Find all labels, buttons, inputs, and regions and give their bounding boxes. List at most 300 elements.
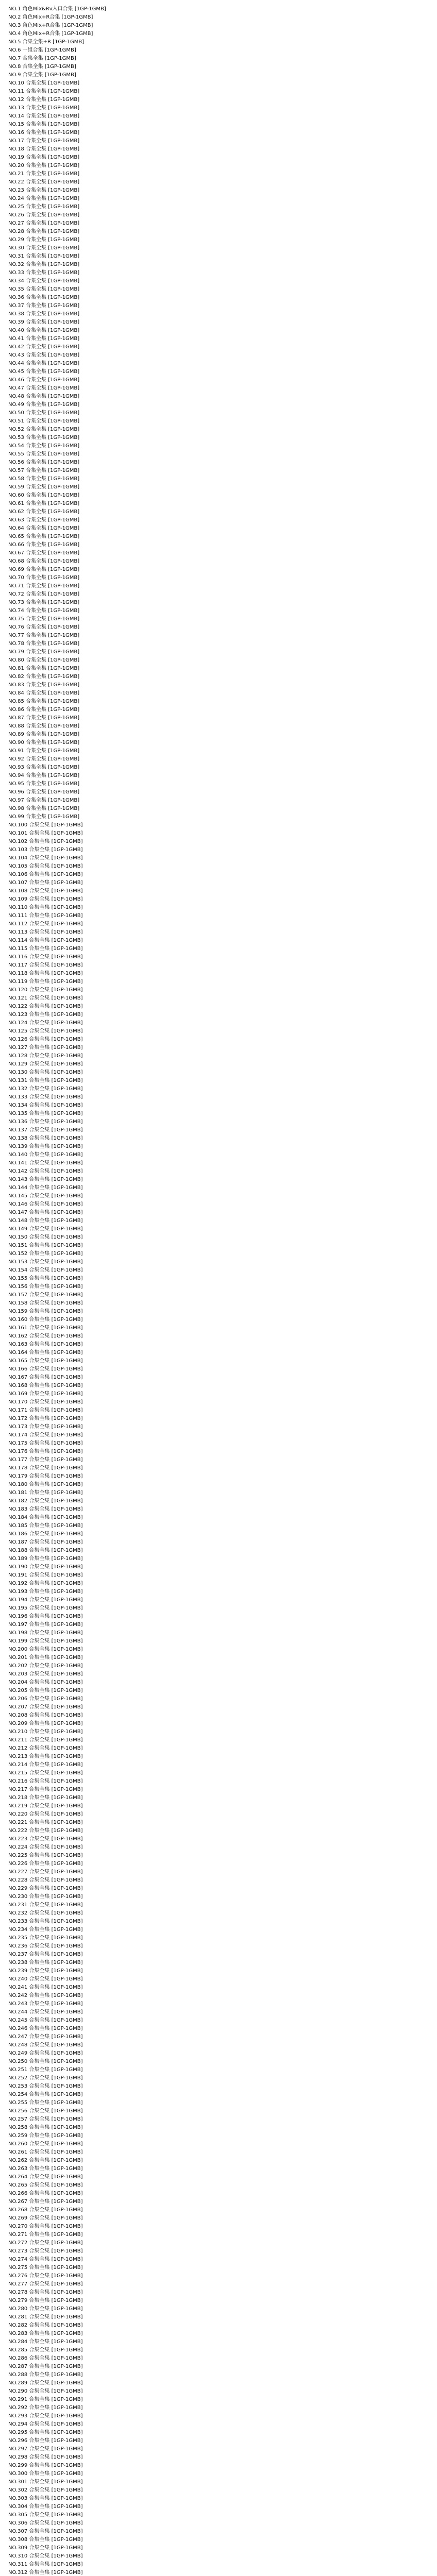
list-item: NO.115 合集全集 [1GP-1GMB] xyxy=(8,946,83,952)
list-item: NO.200 合集全集 [1GP-1GMB] xyxy=(8,1647,83,1652)
list-item: NO.104 合集全集 [1GP-1GMB] xyxy=(8,855,83,861)
list-item: NO.28 合集全集 [1GP-1GMB] xyxy=(8,229,80,234)
list-item: NO.208 合集全集 [1GP-1GMB] xyxy=(8,1713,83,1718)
list-item: NO.137 合集全集 [1GP-1GMB] xyxy=(8,1127,83,1133)
list-item: NO.95 合集全集 [1GP-1GMB] xyxy=(8,781,80,787)
list-item: NO.118 合集全集 [1GP-1GMB] xyxy=(8,971,83,976)
list-item: NO.71 合集全集 [1GP-1GMB] xyxy=(8,583,80,589)
list-item: NO.3 角色Mix+R合集 [1GP-1GMB] xyxy=(8,23,93,28)
list-item: NO.73 合集全集 [1GP-1GMB] xyxy=(8,600,80,605)
list-item: NO.160 合集全集 [1GP-1GMB] xyxy=(8,1317,83,1323)
list-item: NO.179 合集全集 [1GP-1GMB] xyxy=(8,1473,83,1479)
list-item: NO.233 合集全集 [1GP-1GMB] xyxy=(8,1919,83,1924)
list-item: NO.55 合集全集 [1GP-1GMB] xyxy=(8,451,80,457)
list-item: NO.177 合集全集 [1GP-1GMB] xyxy=(8,1457,83,1463)
list-item: NO.113 合集全集 [1GP-1GMB] xyxy=(8,929,83,935)
list-item: NO.181 合集全集 [1GP-1GMB] xyxy=(8,1490,83,1496)
list-item: NO.34 合集全集 [1GP-1GMB] xyxy=(8,278,80,284)
list-item: NO.253 合集全集 [1GP-1GMB] xyxy=(8,2083,83,2089)
list-item: NO.244 合集全集 [1GP-1GMB] xyxy=(8,2009,83,2015)
list-item: NO.267 合集全集 [1GP-1GMB] xyxy=(8,2199,83,2205)
list-item: NO.33 合集全集 [1GP-1GMB] xyxy=(8,270,80,276)
list-item: NO.74 合集全集 [1GP-1GMB] xyxy=(8,608,80,614)
list-item: NO.152 合集全集 [1GP-1GMB] xyxy=(8,1251,83,1257)
list-item: NO.154 合集全集 [1GP-1GMB] xyxy=(8,1267,83,1273)
list-item: NO.284 合集全集 [1GP-1GMB] xyxy=(8,2339,83,2345)
list-item: NO.257 合集全集 [1GP-1GMB] xyxy=(8,2116,83,2122)
list-item: NO.142 合集全集 [1GP-1GMB] xyxy=(8,1168,83,1174)
list-item: NO.136 合集全集 [1GP-1GMB] xyxy=(8,1119,83,1125)
list-item: NO.21 合集全集 [1GP-1GMB] xyxy=(8,171,80,177)
list-item: NO.13 合集全集 [1GP-1GMB] xyxy=(8,105,80,111)
list-item: NO.310 合集全集 [1GP-1GMB] xyxy=(8,2553,83,2559)
list-item: NO.222 合集全集 [1GP-1GMB] xyxy=(8,1828,83,1834)
list-item: NO.25 合集全集 [1GP-1GMB] xyxy=(8,204,80,210)
list-item: NO.252 合集全集 [1GP-1GMB] xyxy=(8,2075,83,2081)
list-item: NO.180 合集全集 [1GP-1GMB] xyxy=(8,1482,83,1487)
list-item: NO.203 合集全集 [1GP-1GMB] xyxy=(8,1671,83,1677)
list-item: NO.126 合集全集 [1GP-1GMB] xyxy=(8,1037,83,1042)
list-item: NO.183 合集全集 [1GP-1GMB] xyxy=(8,1506,83,1512)
list-item: NO.120 合集全集 [1GP-1GMB] xyxy=(8,987,83,993)
list-item: NO.60 合集全集 [1GP-1GMB] xyxy=(8,493,80,498)
list-item: NO.202 合集全集 [1GP-1GMB] xyxy=(8,1663,83,1669)
list-item: NO.139 合集全集 [1GP-1GMB] xyxy=(8,1144,83,1149)
list-item: NO.109 合集全集 [1GP-1GMB] xyxy=(8,896,83,902)
list-item: NO.215 合集全集 [1GP-1GMB] xyxy=(8,1770,83,1776)
list-item: NO.62 合集全集 [1GP-1GMB] xyxy=(8,509,80,515)
list-item: NO.72 合集全集 [1GP-1GMB] xyxy=(8,591,80,597)
list-item: NO.209 合集全集 [1GP-1GMB] xyxy=(8,1721,83,1726)
list-item: NO.302 合集全集 [1GP-1GMB] xyxy=(8,2487,83,2493)
list-item: NO.276 合集全集 [1GP-1GMB] xyxy=(8,2273,83,2279)
list-item: NO.279 合集全集 [1GP-1GMB] xyxy=(8,2298,83,2303)
list-item: NO.155 合集全集 [1GP-1GMB] xyxy=(8,1276,83,1281)
list-item: NO.134 合集全集 [1GP-1GMB] xyxy=(8,1103,83,1108)
list-item: NO.166 合集全集 [1GP-1GMB] xyxy=(8,1366,83,1372)
list-item: NO.260 合集全集 [1GP-1GMB] xyxy=(8,2141,83,2147)
list-item: NO.299 合集全集 [1GP-1GMB] xyxy=(8,2463,83,2468)
list-item: NO.311 合集全集 [1GP-1GMB] xyxy=(8,2562,83,2567)
list-item: NO.51 合集全集 [1GP-1GMB] xyxy=(8,418,80,424)
list-item: NO.50 合集全集 [1GP-1GMB] xyxy=(8,410,80,416)
list-item: NO.82 合集全集 [1GP-1GMB] xyxy=(8,674,80,680)
list-item: NO.193 合集全集 [1GP-1GMB] xyxy=(8,1589,83,1595)
list-item: NO.231 合集全集 [1GP-1GMB] xyxy=(8,1902,83,1908)
list-item: NO.117 合集全集 [1GP-1GMB] xyxy=(8,962,83,968)
list-item: NO.58 合集全集 [1GP-1GMB] xyxy=(8,476,80,482)
list-item: NO.251 合集全集 [1GP-1GMB] xyxy=(8,2067,83,2073)
list-item: NO.256 合集全集 [1GP-1GMB] xyxy=(8,2108,83,2114)
list-item: NO.147 合集全集 [1GP-1GMB] xyxy=(8,1210,83,1215)
list-item: NO.61 合集全集 [1GP-1GMB] xyxy=(8,501,80,506)
list-item: NO.59 合集全集 [1GP-1GMB] xyxy=(8,484,80,490)
list-item: NO.201 合集全集 [1GP-1GMB] xyxy=(8,1655,83,1660)
list-item: NO.121 合集全集 [1GP-1GMB] xyxy=(8,995,83,1001)
list-item: NO.43 合集全集 [1GP-1GMB] xyxy=(8,352,80,358)
list-item: NO.87 合集全集 [1GP-1GMB] xyxy=(8,715,80,721)
list-item: NO.67 合集全集 [1GP-1GMB] xyxy=(8,550,80,556)
list-item: NO.65 合集全集 [1GP-1GMB] xyxy=(8,534,80,539)
list-item: NO.288 合集全集 [1GP-1GMB] xyxy=(8,2372,83,2378)
list-item: NO.15 合集全集 [1GP-1GMB] xyxy=(8,122,80,127)
list-item: NO.178 合集全集 [1GP-1GMB] xyxy=(8,1465,83,1471)
list-item: NO.26 合集全集 [1GP-1GMB] xyxy=(8,212,80,218)
list-item: NO.241 合集全集 [1GP-1GMB] xyxy=(8,1985,83,1990)
list-item: NO.132 合集全集 [1GP-1GMB] xyxy=(8,1086,83,1092)
list-item: NO.99 合集全集 [1GP-1GMB] xyxy=(8,814,80,820)
list-item: NO.39 合集全集 [1GP-1GMB] xyxy=(8,319,80,325)
list-item: NO.192 合集全集 [1GP-1GMB] xyxy=(8,1581,83,1586)
list-item: NO.285 合集全集 [1GP-1GMB] xyxy=(8,2347,83,2353)
list-item: NO.188 合集全集 [1GP-1GMB] xyxy=(8,1548,83,1553)
list-item: NO.259 合集全集 [1GP-1GMB] xyxy=(8,2133,83,2139)
list-item: NO.42 合集全集 [1GP-1GMB] xyxy=(8,344,80,350)
list-item: NO.151 合集全集 [1GP-1GMB] xyxy=(8,1243,83,1248)
list-item: NO.275 合集全集 [1GP-1GMB] xyxy=(8,2265,83,2270)
list-item: NO.255 合集全集 [1GP-1GMB] xyxy=(8,2100,83,2106)
list-item: NO.68 合集全集 [1GP-1GMB] xyxy=(8,558,80,564)
list-item: NO.237 合集全集 [1GP-1GMB] xyxy=(8,1952,83,1957)
list-item: NO.175 合集全集 [1GP-1GMB] xyxy=(8,1440,83,1446)
list-item: NO.45 合集全集 [1GP-1GMB] xyxy=(8,369,80,375)
list-item: NO.273 合集全集 [1GP-1GMB] xyxy=(8,2248,83,2254)
list-item: NO.263 合集全集 [1GP-1GMB] xyxy=(8,2166,83,2172)
list-item: NO.212 合集全集 [1GP-1GMB] xyxy=(8,1745,83,1751)
list-item: NO.106 合集全集 [1GP-1GMB] xyxy=(8,872,83,877)
list-item: NO.232 合集全集 [1GP-1GMB] xyxy=(8,1910,83,1916)
list-item: NO.236 合集全集 [1GP-1GMB] xyxy=(8,1943,83,1949)
list-item: NO.292 合集全集 [1GP-1GMB] xyxy=(8,2405,83,2411)
list-item: NO.84 合集全集 [1GP-1GMB] xyxy=(8,690,80,696)
list-item: NO.124 合集全集 [1GP-1GMB] xyxy=(8,1020,83,1026)
list-item: NO.294 合集全集 [1GP-1GMB] xyxy=(8,2421,83,2427)
list-item: NO.144 合集全集 [1GP-1GMB] xyxy=(8,1185,83,1191)
list-item: NO.123 合集全集 [1GP-1GMB] xyxy=(8,1012,83,1018)
list-item: NO.66 合集全集 [1GP-1GMB] xyxy=(8,542,80,548)
list-item: NO.167 合集全集 [1GP-1GMB] xyxy=(8,1375,83,1380)
list-item: NO.119 合集全集 [1GP-1GMB] xyxy=(8,979,83,985)
list-item: NO.227 合集全集 [1GP-1GMB] xyxy=(8,1869,83,1875)
list-item: NO.38 合集全集 [1GP-1GMB] xyxy=(8,311,80,317)
list-item: NO.268 合集全集 [1GP-1GMB] xyxy=(8,2207,83,2213)
list-item: NO.217 合集全集 [1GP-1GMB] xyxy=(8,1787,83,1792)
list-item: NO.32 合集全集 [1GP-1GMB] xyxy=(8,262,80,267)
list-item: NO.207 合集全集 [1GP-1GMB] xyxy=(8,1704,83,1710)
list-item: NO.206 合集全集 [1GP-1GMB] xyxy=(8,1696,83,1702)
list-item: NO.8 合集全集 [1GP-1GMB] xyxy=(8,64,76,70)
list-item: NO.220 合集全集 [1GP-1GMB] xyxy=(8,1811,83,1817)
list-item: NO.22 合集全集 [1GP-1GMB] xyxy=(8,179,80,185)
list-item: NO.23 合集全集 [1GP-1GMB] xyxy=(8,188,80,193)
list-item: NO.138 合集全集 [1GP-1GMB] xyxy=(8,1136,83,1141)
list-item: NO.247 合集全集 [1GP-1GMB] xyxy=(8,2034,83,2040)
list-item: NO.307 合集全集 [1GP-1GMB] xyxy=(8,2529,83,2534)
list-item: NO.91 合集全集 [1GP-1GMB] xyxy=(8,748,80,754)
list-item: NO.70 合集全集 [1GP-1GMB] xyxy=(8,575,80,581)
list-item: NO.53 合集全集 [1GP-1GMB] xyxy=(8,435,80,440)
list-item: NO.170 合集全集 [1GP-1GMB] xyxy=(8,1399,83,1405)
list-item: NO.158 合集全集 [1GP-1GMB] xyxy=(8,1300,83,1306)
list-item: NO.36 合集全集 [1GP-1GMB] xyxy=(8,295,80,300)
list-item: NO.309 合集全集 [1GP-1GMB] xyxy=(8,2545,83,2551)
list-item: NO.114 合集全集 [1GP-1GMB] xyxy=(8,938,83,943)
list-item: NO.214 合集全集 [1GP-1GMB] xyxy=(8,1762,83,1768)
list-item: NO.198 合集全集 [1GP-1GMB] xyxy=(8,1630,83,1636)
list-item: NO.140 合集全集 [1GP-1GMB] xyxy=(8,1152,83,1158)
list-item: NO.187 合集全集 [1GP-1GMB] xyxy=(8,1539,83,1545)
list-item: NO.168 合集全集 [1GP-1GMB] xyxy=(8,1383,83,1388)
list-item: NO.211 合集全集 [1GP-1GMB] xyxy=(8,1737,83,1743)
list-item: NO.221 合集全集 [1GP-1GMB] xyxy=(8,1820,83,1825)
list-item: NO.116 合集全集 [1GP-1GMB] xyxy=(8,954,83,960)
list-item: NO.191 合集全集 [1GP-1GMB] xyxy=(8,1572,83,1578)
list-item: NO.97 合集全集 [1GP-1GMB] xyxy=(8,798,80,803)
list-item: NO.17 合集全集 [1GP-1GMB] xyxy=(8,138,80,144)
list-item: NO.185 合集全集 [1GP-1GMB] xyxy=(8,1523,83,1529)
list-item: NO.239 合集全集 [1GP-1GMB] xyxy=(8,1968,83,1974)
list-item: NO.270 合集全集 [1GP-1GMB] xyxy=(8,2224,83,2229)
list-item: NO.243 合集全集 [1GP-1GMB] xyxy=(8,2001,83,2007)
list-item: NO.224 合集全集 [1GP-1GMB] xyxy=(8,1844,83,1850)
list-item: NO.77 合集全集 [1GP-1GMB] xyxy=(8,633,80,638)
list-item: NO.14 合集全集 [1GP-1GMB] xyxy=(8,113,80,119)
list-item: NO.293 合集全集 [1GP-1GMB] xyxy=(8,2413,83,2419)
list-item: NO.11 合集全集 [1GP-1GMB] xyxy=(8,89,80,94)
list-item: NO.218 合集全集 [1GP-1GMB] xyxy=(8,1795,83,1801)
list-item: NO.172 合集全集 [1GP-1GMB] xyxy=(8,1416,83,1421)
list-item: NO.162 合集全集 [1GP-1GMB] xyxy=(8,1333,83,1339)
list-item: NO.235 合集全集 [1GP-1GMB] xyxy=(8,1935,83,1941)
list-item: NO.75 合集全集 [1GP-1GMB] xyxy=(8,616,80,622)
list-item: NO.88 合集全集 [1GP-1GMB] xyxy=(8,723,80,729)
list-item: NO.199 合集全集 [1GP-1GMB] xyxy=(8,1638,83,1644)
list-item: NO.213 合集全集 [1GP-1GMB] xyxy=(8,1754,83,1759)
list-item: NO.57 合集全集 [1GP-1GMB] xyxy=(8,468,80,473)
list-item: NO.165 合集全集 [1GP-1GMB] xyxy=(8,1358,83,1364)
list-item: NO.63 合集全集 [1GP-1GMB] xyxy=(8,517,80,523)
list-item: NO.163 合集全集 [1GP-1GMB] xyxy=(8,1342,83,1347)
list-item: NO.80 合集全集 [1GP-1GMB] xyxy=(8,657,80,663)
list-item: NO.52 合集全集 [1GP-1GMB] xyxy=(8,427,80,432)
list-item: NO.277 合集全集 [1GP-1GMB] xyxy=(8,2281,83,2287)
list-item: NO.250 合集全集 [1GP-1GMB] xyxy=(8,2059,83,2064)
list-item: NO.29 合集全集 [1GP-1GMB] xyxy=(8,237,80,243)
list-item: NO.24 合集全集 [1GP-1GMB] xyxy=(8,196,80,201)
list-item: NO.145 合集全集 [1GP-1GMB] xyxy=(8,1193,83,1199)
list-item: NO.287 合集全集 [1GP-1GMB] xyxy=(8,2364,83,2369)
list-item: NO.148 合集全集 [1GP-1GMB] xyxy=(8,1218,83,1224)
list-item: NO.161 合集全集 [1GP-1GMB] xyxy=(8,1325,83,1331)
list-item: NO.286 合集全集 [1GP-1GMB] xyxy=(8,2355,83,2361)
list-item: NO.1 角色Mix&Rv入口合集 [1GP-1GMB] xyxy=(8,6,106,12)
list-item: NO.9 合集全集 [1GP-1GMB] xyxy=(8,72,76,78)
list-item: NO.31 合集全集 [1GP-1GMB] xyxy=(8,253,80,259)
list-item: NO.48 合集全集 [1GP-1GMB] xyxy=(8,394,80,399)
list-item: NO.16 合集全集 [1GP-1GMB] xyxy=(8,130,80,135)
list-item: NO.230 合集全集 [1GP-1GMB] xyxy=(8,1894,83,1900)
list-item: NO.122 合集全集 [1GP-1GMB] xyxy=(8,1004,83,1009)
list-item: NO.223 合集全集 [1GP-1GMB] xyxy=(8,1836,83,1842)
list-item: NO.274 合集全集 [1GP-1GMB] xyxy=(8,2257,83,2262)
list-item: NO.5 合集全集+R [1GP-1GMB] xyxy=(8,39,85,45)
list-item: NO.69 合集全集 [1GP-1GMB] xyxy=(8,567,80,572)
list-item: NO.266 合集全集 [1GP-1GMB] xyxy=(8,2191,83,2196)
list-item: NO.20 合集全集 [1GP-1GMB] xyxy=(8,163,80,168)
list-item: NO.76 合集全集 [1GP-1GMB] xyxy=(8,624,80,630)
list-item: NO.149 合集全集 [1GP-1GMB] xyxy=(8,1226,83,1232)
list-item: NO.169 合集全集 [1GP-1GMB] xyxy=(8,1391,83,1397)
list-item: NO.96 合集全集 [1GP-1GMB] xyxy=(8,789,80,795)
list-item: NO.295 合集全集 [1GP-1GMB] xyxy=(8,2430,83,2435)
list-item: NO.156 合集全集 [1GP-1GMB] xyxy=(8,1284,83,1290)
list-item: NO.2 角色Mix+R合集 [1GP-1GMB] xyxy=(8,14,93,20)
list-item: NO.249 合集全集 [1GP-1GMB] xyxy=(8,2050,83,2056)
list-item: NO.242 合集全集 [1GP-1GMB] xyxy=(8,1993,83,1998)
list-item: NO.229 合集全集 [1GP-1GMB] xyxy=(8,1886,83,1891)
list-item: NO.240 合集全集 [1GP-1GMB] xyxy=(8,1976,83,1982)
list-item: NO.248 合集全集 [1GP-1GMB] xyxy=(8,2042,83,2048)
list-item: NO.228 合集全集 [1GP-1GMB] xyxy=(8,1877,83,1883)
list-item: NO.173 合集全集 [1GP-1GMB] xyxy=(8,1424,83,1430)
list-item: NO.125 合集全集 [1GP-1GMB] xyxy=(8,1028,83,1034)
list-item: NO.56 合集全集 [1GP-1GMB] xyxy=(8,460,80,465)
list-item: NO.92 合集全集 [1GP-1GMB] xyxy=(8,756,80,762)
list-item: NO.94 合集全集 [1GP-1GMB] xyxy=(8,773,80,778)
list-item: NO.196 合集全集 [1GP-1GMB] xyxy=(8,1614,83,1619)
list-item: NO.86 合集全集 [1GP-1GMB] xyxy=(8,707,80,713)
list-item: NO.303 合集全集 [1GP-1GMB] xyxy=(8,2496,83,2501)
list-item: NO.105 合集全集 [1GP-1GMB] xyxy=(8,863,83,869)
list-item: NO.182 合集全集 [1GP-1GMB] xyxy=(8,1498,83,1504)
list-item: NO.81 合集全集 [1GP-1GMB] xyxy=(8,666,80,671)
list-item: NO.130 合集全集 [1GP-1GMB] xyxy=(8,1070,83,1075)
list-item: NO.150 合集全集 [1GP-1GMB] xyxy=(8,1234,83,1240)
list-item: NO.40 合集全集 [1GP-1GMB] xyxy=(8,328,80,333)
list-item: NO.194 合集全集 [1GP-1GMB] xyxy=(8,1597,83,1603)
list-item: NO.164 合集全集 [1GP-1GMB] xyxy=(8,1350,83,1355)
list-item: NO.30 合集全集 [1GP-1GMB] xyxy=(8,245,80,251)
list-item: NO.112 合集全集 [1GP-1GMB] xyxy=(8,921,83,927)
list-item: NO.272 合集全集 [1GP-1GMB] xyxy=(8,2240,83,2246)
list-item: NO.291 合集全集 [1GP-1GMB] xyxy=(8,2397,83,2402)
list-item: NO.262 合集全集 [1GP-1GMB] xyxy=(8,2158,83,2163)
list-item: NO.101 合集全集 [1GP-1GMB] xyxy=(8,831,83,836)
list-item: NO.133 合集全集 [1GP-1GMB] xyxy=(8,1094,83,1100)
list-item: NO.10 合集全集 [1GP-1GMB] xyxy=(8,80,80,86)
list-item: NO.44 合集全集 [1GP-1GMB] xyxy=(8,361,80,366)
list-item: NO.205 合集全集 [1GP-1GMB] xyxy=(8,1688,83,1693)
list-item: NO.297 合集全集 [1GP-1GMB] xyxy=(8,2446,83,2452)
list-item: NO.195 合集全集 [1GP-1GMB] xyxy=(8,1605,83,1611)
list-item: NO.204 合集全集 [1GP-1GMB] xyxy=(8,1680,83,1685)
list-item: NO.103 合集全集 [1GP-1GMB] xyxy=(8,847,83,853)
list-item: NO.128 合集全集 [1GP-1GMB] xyxy=(8,1053,83,1059)
list-item: NO.238 合集全集 [1GP-1GMB] xyxy=(8,1960,83,1965)
list-item: NO.129 合集全集 [1GP-1GMB] xyxy=(8,1061,83,1067)
list-item: NO.159 合集全集 [1GP-1GMB] xyxy=(8,1309,83,1314)
list-item: NO.19 合集全集 [1GP-1GMB] xyxy=(8,155,80,160)
list-item: NO.143 合集全集 [1GP-1GMB] xyxy=(8,1177,83,1182)
list-item: NO.153 合集全集 [1GP-1GMB] xyxy=(8,1259,83,1265)
list-item: NO.289 合集全集 [1GP-1GMB] xyxy=(8,2380,83,2386)
list-item: NO.282 合集全集 [1GP-1GMB] xyxy=(8,2323,83,2328)
list-item: NO.157 合集全集 [1GP-1GMB] xyxy=(8,1292,83,1298)
list-item: NO.93 合集全集 [1GP-1GMB] xyxy=(8,765,80,770)
list-item: NO.37 合集全集 [1GP-1GMB] xyxy=(8,303,80,309)
list-item: NO.184 合集全集 [1GP-1GMB] xyxy=(8,1515,83,1520)
list-item: NO.110 合集全集 [1GP-1GMB] xyxy=(8,905,83,910)
list-item: NO.246 合集全集 [1GP-1GMB] xyxy=(8,2026,83,2031)
list-item: NO.265 合集全集 [1GP-1GMB] xyxy=(8,2182,83,2188)
list-item: NO.226 合集全集 [1GP-1GMB] xyxy=(8,1861,83,1867)
list-item: NO.85 合集全集 [1GP-1GMB] xyxy=(8,699,80,704)
list-item: NO.89 合集全集 [1GP-1GMB] xyxy=(8,732,80,737)
list-item: NO.234 合集全集 [1GP-1GMB] xyxy=(8,1927,83,1933)
list-item: NO.146 合集全集 [1GP-1GMB] xyxy=(8,1201,83,1207)
list-item: NO.219 合集全集 [1GP-1GMB] xyxy=(8,1803,83,1809)
list-item: NO.271 合集全集 [1GP-1GMB] xyxy=(8,2232,83,2238)
list-item: NO.107 合集全集 [1GP-1GMB] xyxy=(8,880,83,886)
list-item: NO.111 合集全集 [1GP-1GMB] xyxy=(8,913,83,919)
list-item: NO.135 合集全集 [1GP-1GMB] xyxy=(8,1111,83,1116)
list-item: NO.305 合集全集 [1GP-1GMB] xyxy=(8,2512,83,2518)
list-item: NO.264 合集全集 [1GP-1GMB] xyxy=(8,2174,83,2180)
list-item: NO.225 合集全集 [1GP-1GMB] xyxy=(8,1853,83,1858)
list-item: NO.190 合集全集 [1GP-1GMB] xyxy=(8,1564,83,1570)
list-item: NO.108 合集全集 [1GP-1GMB] xyxy=(8,888,83,894)
list-item: NO.245 合集全集 [1GP-1GMB] xyxy=(8,2018,83,2023)
list-item: NO.7 合集全集 [1GP-1GMB] xyxy=(8,56,76,61)
list-item: NO.83 合集全集 [1GP-1GMB] xyxy=(8,682,80,688)
list-item: NO.261 合集全集 [1GP-1GMB] xyxy=(8,2149,83,2155)
list-item: NO.308 合集全集 [1GP-1GMB] xyxy=(8,2537,83,2543)
list-item: NO.127 合集全集 [1GP-1GMB] xyxy=(8,1045,83,1050)
list-item: NO.35 合集全集 [1GP-1GMB] xyxy=(8,286,80,292)
list-item: NO.210 合集全集 [1GP-1GMB] xyxy=(8,1729,83,1735)
list-item: NO.174 合集全集 [1GP-1GMB] xyxy=(8,1432,83,1438)
list-item: NO.46 合集全集 [1GP-1GMB] xyxy=(8,377,80,383)
list-item: NO.254 合集全集 [1GP-1GMB] xyxy=(8,2092,83,2097)
list-item: NO.186 合集全集 [1GP-1GMB] xyxy=(8,1531,83,1537)
list-item: NO.296 合集全集 [1GP-1GMB] xyxy=(8,2438,83,2444)
list-item: NO.281 合集全集 [1GP-1GMB] xyxy=(8,2314,83,2320)
list-item: NO.47 合集全集 [1GP-1GMB] xyxy=(8,385,80,391)
list-item: NO.64 合集全集 [1GP-1GMB] xyxy=(8,526,80,531)
list-item: NO.6 一组合集 [1GP-1GMB] xyxy=(8,47,76,53)
list-item: NO.176 合集全集 [1GP-1GMB] xyxy=(8,1449,83,1454)
list-item: NO.131 合集全集 [1GP-1GMB] xyxy=(8,1078,83,1083)
list-item: NO.54 合集全集 [1GP-1GMB] xyxy=(8,443,80,449)
list-item: NO.306 合集全集 [1GP-1GMB] xyxy=(8,2520,83,2526)
list-item: NO.197 合集全集 [1GP-1GMB] xyxy=(8,1622,83,1628)
list-item: NO.312 合集全集 [1GP-1GMB] xyxy=(8,2570,83,2575)
list-item: NO.269 合集全集 [1GP-1GMB] xyxy=(8,2215,83,2221)
list-item: NO.102 合集全集 [1GP-1GMB] xyxy=(8,839,83,844)
list-item: NO.12 合集全集 [1GP-1GMB] xyxy=(8,97,80,103)
list-item: NO.298 合集全集 [1GP-1GMB] xyxy=(8,2454,83,2460)
list-item: NO.189 合集全集 [1GP-1GMB] xyxy=(8,1556,83,1562)
list-item: NO.258 合集全集 [1GP-1GMB] xyxy=(8,2125,83,2130)
list-item: NO.41 合集全集 [1GP-1GMB] xyxy=(8,336,80,342)
list-item: NO.280 合集全集 [1GP-1GMB] xyxy=(8,2306,83,2312)
list-item: NO.171 合集全集 [1GP-1GMB] xyxy=(8,1408,83,1413)
list-item: NO.283 合集全集 [1GP-1GMB] xyxy=(8,2331,83,2336)
list-item: NO.27 合集全集 [1GP-1GMB] xyxy=(8,221,80,226)
list-item: NO.4 角色Mix+R合集 [1GP-1GMB] xyxy=(8,31,93,37)
list-item: NO.300 合集全集 [1GP-1GMB] xyxy=(8,2471,83,2477)
list-item: NO.278 合集全集 [1GP-1GMB] xyxy=(8,2290,83,2295)
